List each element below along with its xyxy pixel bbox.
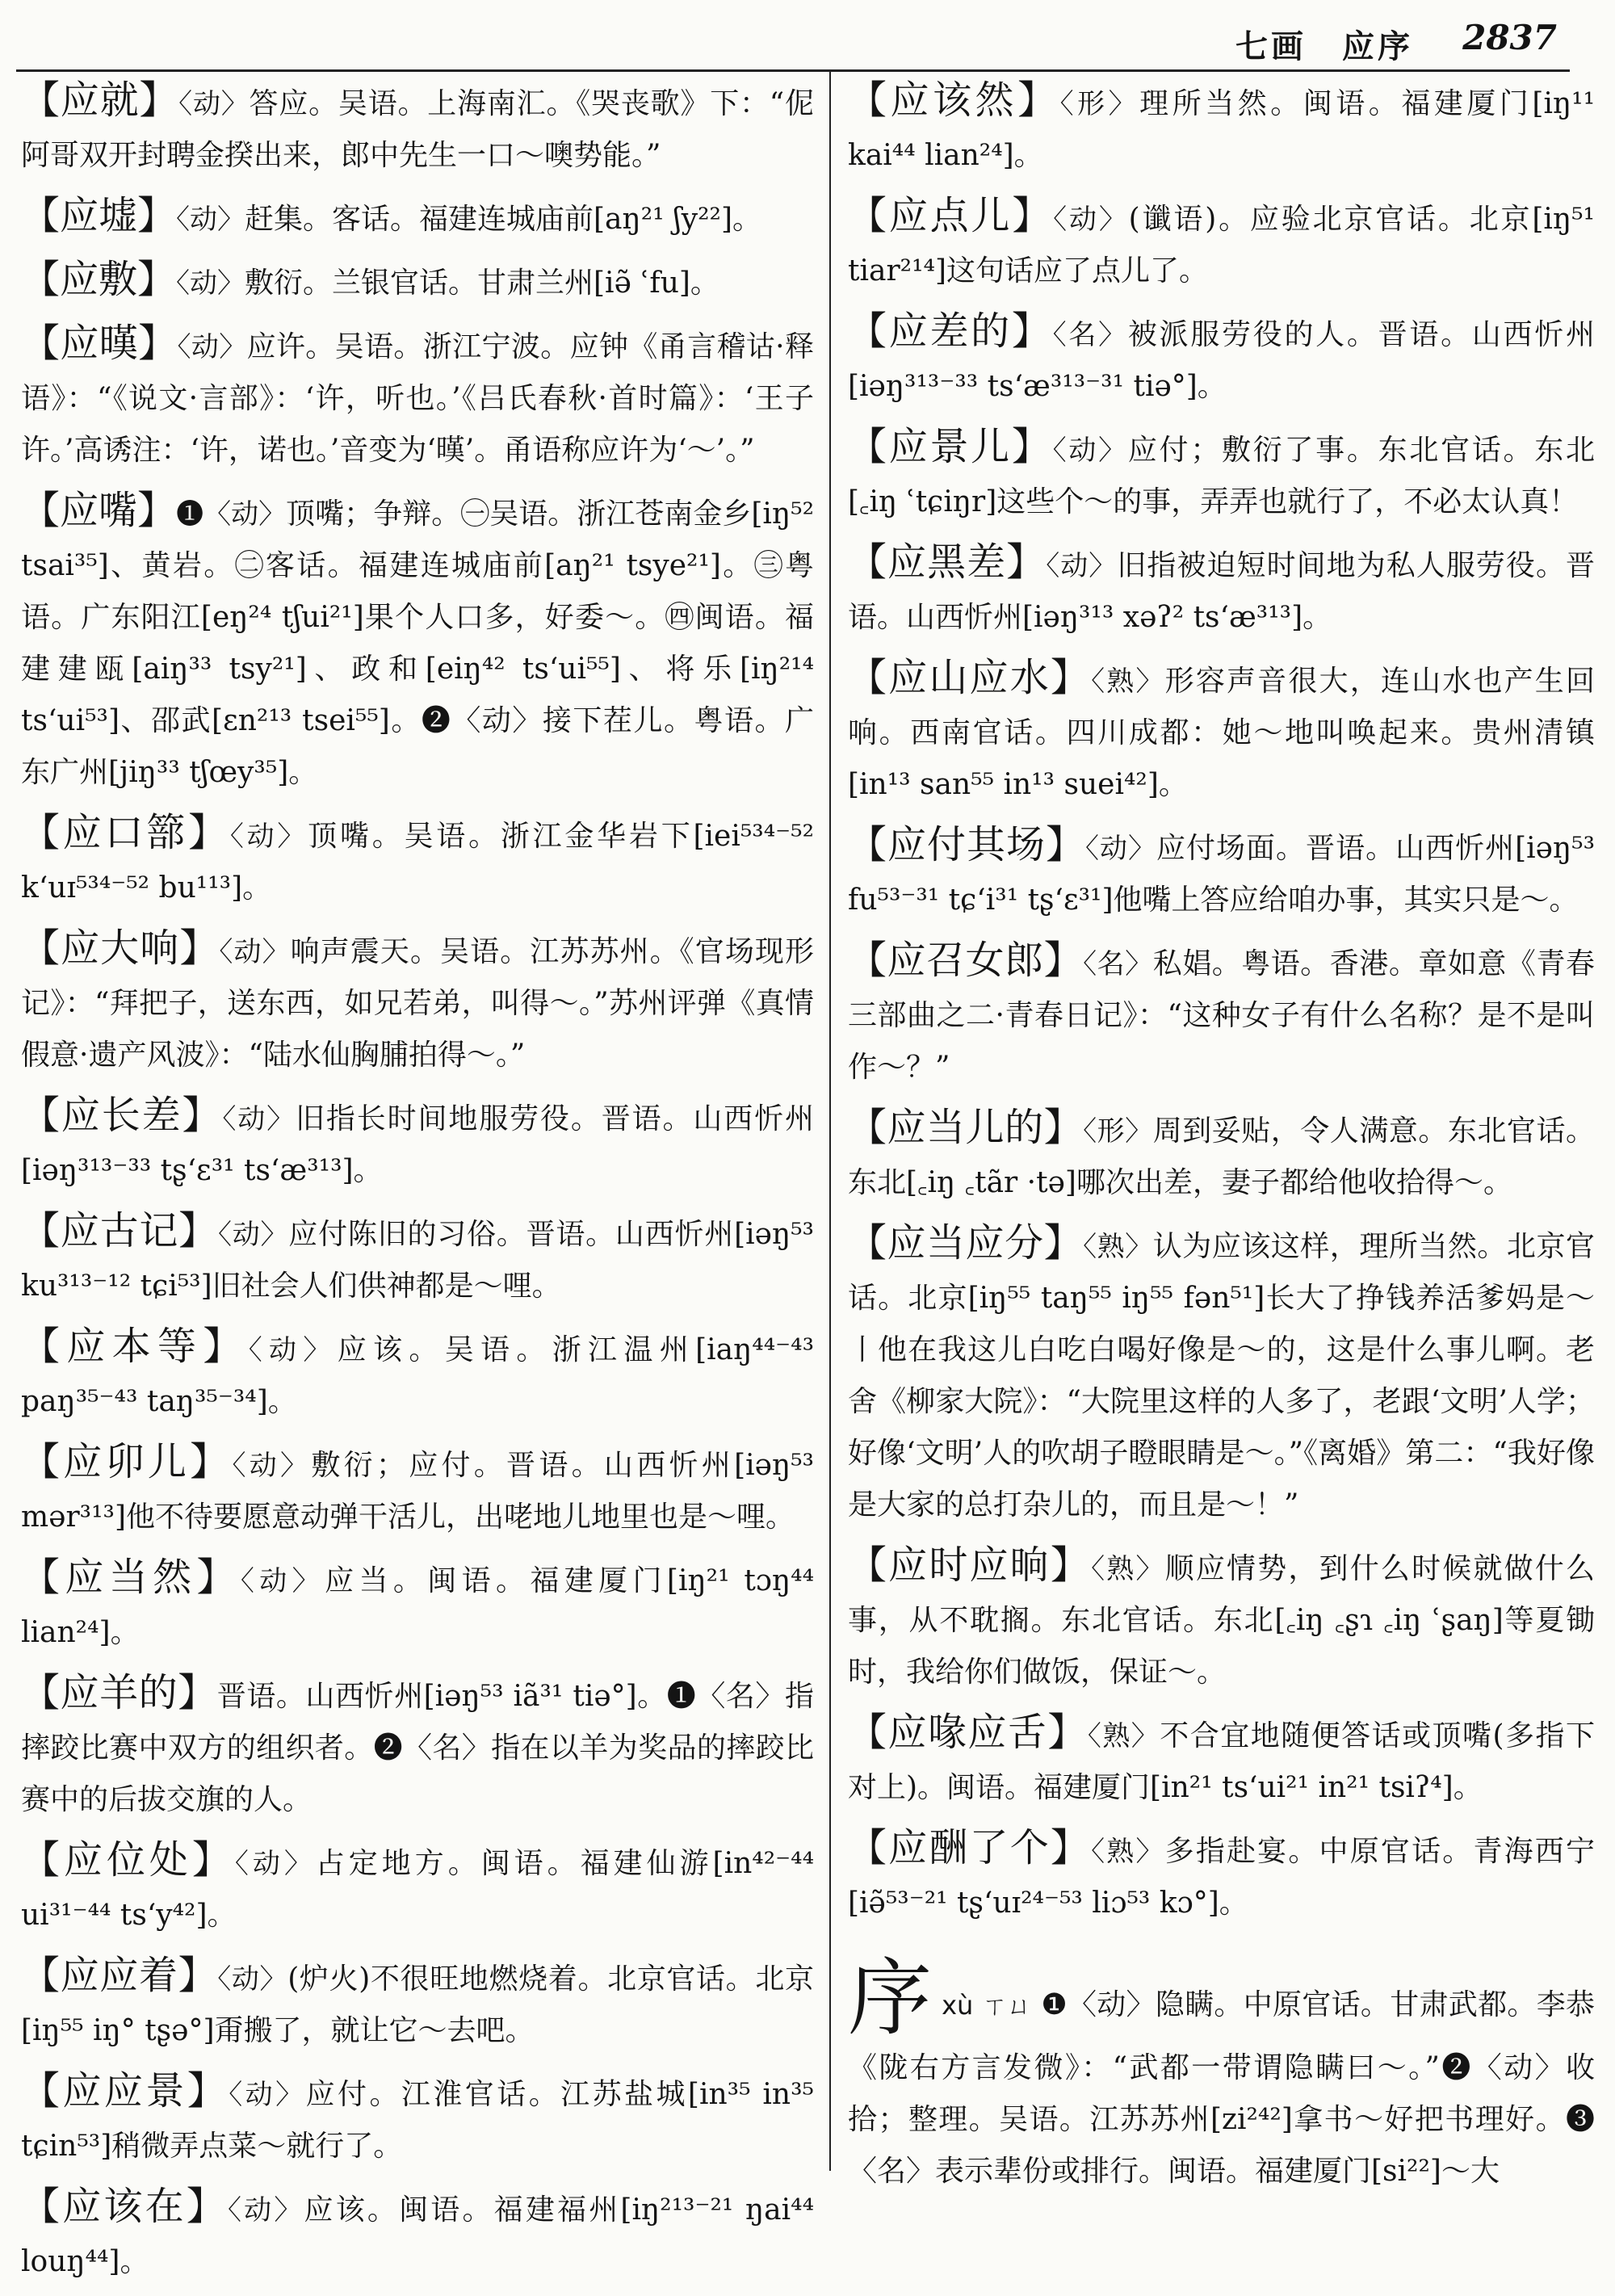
dictionary-entry: [848, 190, 1595, 297]
dictionary-entry: [848, 1217, 1595, 1531]
entry-definition: 周到妥贴，令人满意。东北官话。东北[꜀iŋ ꜀tãr ·tə]哪次出差，妻子都给他收拾得～。: [848, 1114, 1595, 1199]
entry-part-of-speech: 〈动〉: [234, 1848, 316, 1880]
entry-definition: 多指赴宴。中原官话。青海西宁[iə̃⁵³⁻²¹ tʂʻuɪ²⁴⁻⁵³ liɔ⁵³ kɔ°]。: [848, 1835, 1595, 1920]
entry-part-of-speech: 〈动〉: [1053, 204, 1129, 236]
entry-definition: 旧指长时间地服劳役。晋语。山西忻州[iəŋ³¹³⁻³³ tʂʻɛ³¹ tsʻæ³¹³]。: [21, 1102, 814, 1187]
entry-part-of-speech: 〈动〉: [240, 1565, 325, 1597]
entry-headword: 【应长差】: [21, 1093, 223, 1138]
entry-headword: 【应大响】: [21, 926, 220, 971]
dictionary-entry: [21, 254, 814, 309]
dictionary-entry: [848, 536, 1595, 644]
entry-definition: 赶集。客话。福建连城庙前[aŋ²¹ ʃy²²]。: [245, 203, 762, 236]
column-divider: [829, 71, 831, 2171]
entry-part-of-speech: 〈熟〉: [1091, 1553, 1165, 1585]
entry-part-of-speech: 〈动〉: [178, 88, 250, 120]
entry-definition: 不合宜地随便答话或顶嘴(多指下对上)。闽语。福建厦门[in²¹ tsʻui²¹ in²¹ tsiʔ⁴]。: [848, 1719, 1595, 1804]
dictionary-entry: [21, 1667, 814, 1826]
entry-definition: 应付；敷衍了事。东北官话。东北[꜀iŋ ʿtɕiŋr]这些个～的事，弄弄也就行了，不必太认真！: [848, 434, 1595, 518]
entry-headword: 【应羊的】: [21, 1670, 217, 1715]
entry-headword: 【应当应分】: [848, 1220, 1084, 1266]
entry-part-of-speech: 〈动〉: [248, 1334, 338, 1366]
entry-definition: 顺应情势，到什么时候就做什么事，从不耽搁。东北官话。东北[꜀iŋ ꜀ʂɿ ꜀iŋ ʿʂaŋ]等夏锄时，我给你们做饭，保证～。: [848, 1552, 1595, 1689]
dictionary-entry: [21, 1205, 814, 1312]
entry-headword: 【应该在】: [21, 2184, 228, 2229]
page-header: [0, 0, 1615, 71]
left-column: [21, 74, 814, 2296]
entry-part-of-speech: ❶〈动〉: [176, 498, 287, 531]
entry-headword: 【应位处】: [21, 1837, 235, 1883]
entry-part-of-speech: 〈动〉: [176, 204, 245, 236]
entry-headword: 【应应着】: [21, 1953, 218, 1998]
page-number: 2837: [1462, 18, 1557, 57]
entry-headword: 【应时应晌】: [848, 1543, 1092, 1588]
entry-definition: 应付。江淮官话。江苏盐城[in³⁵ in³⁵ tɕin⁵³]稍微弄点菜～就行了。: [21, 2078, 814, 2163]
entry-headword: 【应付其场】: [848, 822, 1086, 867]
dictionary-entry: [848, 1539, 1595, 1698]
entry-headword: 【应就】: [21, 78, 179, 123]
entry-definition: 顶嘴。吴语。浙江金华岩下[iei⁵³⁴⁻⁵² kʻuɪ⁵³⁴⁻⁵² bu¹¹³]。: [21, 820, 815, 905]
entry-definition: 被派服劳役的人。晋语。山西忻州[iəŋ³¹³⁻³³ tsʻæ³¹³⁻³¹ tiə°]。: [848, 318, 1595, 403]
dictionary-entry: [21, 485, 814, 799]
entry-definition: 应该。吴语。浙江温州[iaŋ⁴⁴⁻⁴³ paŋ³⁵⁻⁴³ taŋ³⁵⁻³⁴]。: [21, 1333, 814, 1418]
entry-definition: 旧指被迫短时间地为私人服劳役。晋语。山西忻州[iəŋ³¹³ xəʔ² tsʻæ³¹³]。: [848, 549, 1595, 634]
dictionary-entry: [848, 74, 1595, 182]
dictionary-entry: [21, 1436, 814, 1543]
entry-bopomofo: ㄒㄩ: [983, 1992, 1032, 2021]
entry-headword: 【应墟】: [21, 193, 177, 238]
entry-definition: 应当。闽语。福建厦门[iŋ²¹ tɔŋ⁴⁴ lian²⁴]。: [21, 1564, 815, 1649]
entry-pinyin: xù: [942, 1990, 974, 2021]
entry-headword: 【应卯儿】: [21, 1439, 233, 1484]
entry-definition: 敷衍。兰银官话。甘肃兰州[iə̃ ʿfu]。: [245, 267, 719, 300]
entry-part-of-speech: 〈动〉: [217, 1219, 289, 1251]
entry-headword: 【应嘴】: [21, 488, 177, 533]
entry-definition: (炉火)不很旺地燃烧着。北京官话。北京[iŋ⁵⁵ iŋ° tʂə°]甭搬了，就让它～去吧。: [21, 1962, 814, 2047]
entry-part-of-speech: 〈动〉: [1085, 833, 1157, 865]
dictionary-entry: [848, 934, 1595, 1093]
dictionary-entry: [848, 1102, 1595, 1209]
dictionary-entry: [21, 922, 814, 1081]
entry-definition: ❶〈动〉隐瞒。中原官话。甘肃武都。李恭《陇右方言发微》：“武都一带谓隐瞒曰～。”❷〈动〉收拾；整理。吴语。江苏苏州[zi²⁴²]拿书～好把书理好。❸〈名〉表示辈份或排行。闽语。福建厦门[si²²]～大: [848, 1988, 1595, 2188]
entry-headword: 【应敷】: [21, 257, 177, 302]
entry-part-of-speech: 〈动〉: [222, 1103, 296, 1135]
entry-definition: 敷衍；应付。晋语。山西忻州[iəŋ⁵³ mər³¹³]他不待要愿意动弹干活儿，出咾地儿地里也是～哩。: [21, 1449, 814, 1534]
entry-headword: 【应差的】: [848, 309, 1053, 354]
right-entries: [848, 74, 1595, 1929]
right-column: [848, 74, 1595, 2206]
entry-definition: 答应。吴语。上海南汇。《哭丧歌》下：“伲阿哥双开封聘金揆出来，郎中先生一口～噢势能。”: [21, 87, 814, 172]
entry-headword: 【应当然】: [21, 1555, 241, 1600]
entry-definition: 认为应该这样，理所当然。北京官话。北京[iŋ⁵⁵ taŋ⁵⁵ iŋ⁵⁵ fən⁵¹]长大了挣钱养活爹妈是～丨他在我这儿白吃白喝好像是～的，这是什么事儿啊。老舍《柳家大院》：“大院里这样的人多了，老跟‘文明’人学；好像‘文明’人的吹胡子瞪眼睛是～。”《离婚》第二：“我好像是大家的总打杂儿的，而且是～！”: [848, 1230, 1595, 1522]
dictionary-entry: [848, 1822, 1595, 1929]
section-title: 七画 应序: [1235, 27, 1413, 65]
entry-headword: 【应山应水】: [848, 655, 1092, 700]
entry-headword: 【应当儿的】: [848, 1105, 1084, 1150]
entry-part-of-speech: 〈形〉: [1059, 88, 1140, 120]
entry-headword: 【应景儿】: [848, 424, 1053, 469]
entry-headword: 【应应景】: [21, 2068, 229, 2113]
dictionary-entry-xu: [848, 1949, 1595, 2197]
entry-headword: 【应古记】: [21, 1208, 218, 1253]
entry-definition: 应许。吴语。浙江宁波。应钟《甬言稽诂·释语》：“《说文·言部》：‘许，听也。’《吕氏春秋·首时篇》：‘王子许。’高诱注：‘许，诺也。’音变为‘暵’。甬语称应许为‘～’。”: [21, 330, 814, 467]
entry-part-of-speech: 〈名〉: [1052, 319, 1128, 351]
entry-part-of-speech: 〈动〉: [229, 2079, 306, 2111]
dictionary-entry: [21, 807, 814, 914]
entry-definition: 晋语。山西忻州[iəŋ⁵³ iã³¹ tiə°]。❶〈名〉指摔跤比赛中双方的组织者。❷〈名〉指在以羊为奖品的摔跤比赛中的后拔交旗的人。: [21, 1680, 814, 1816]
header-rule: [16, 69, 1570, 72]
entry-headword: 【应点儿】: [848, 193, 1054, 238]
dictionary-entry: [21, 2065, 814, 2172]
entry-definition: 理所当然。闽语。福建厦门[iŋ¹¹ kai⁴⁴ lian²⁴]。: [848, 87, 1596, 172]
entry-definition: 形容声音很大，连山水也产生回响。西南官话。四川成都：她～地叫唤起来。贵州清镇[in¹³ san⁵⁵ in¹³ suei⁴²]。: [848, 665, 1595, 801]
dictionary-entry: [21, 190, 814, 246]
dictionary-entry: [21, 317, 814, 476]
entry-definition: 顶嘴；争辩。㊀吴语。浙江苍南金乡[iŋ⁵² tsai³⁵]、黄岩。㊁客话。福建连城庙前[aŋ²¹ tsye²¹]。㊂粤语。广东阳江[eŋ²⁴ tʃui²¹]果个人口多，好委～。㊃闽语。福建建瓯[aiŋ³³ tsy²¹]、政和[eiŋ⁴² tsʻui⁵⁵]、将乐[iŋ²¹⁴ tsʻui⁵³]、邵武[ɛn²¹³ tsei⁵⁵]。❷〈动〉接下茬儿。粤语。广东广州[jiŋ³³ tʃœy³⁵]。: [21, 497, 814, 789]
entry-headword: 【应召女郎】: [848, 938, 1084, 983]
dictionary-entry: [848, 305, 1595, 413]
dictionary-entry: [21, 74, 814, 182]
entry-headword: 【应暵】: [21, 321, 178, 366]
dictionary-entry: [848, 421, 1595, 528]
entry-part-of-speech: 〈动〉: [176, 267, 245, 300]
entry-part-of-speech: 〈动〉: [219, 936, 291, 968]
entry-definition: 占定地方。闽语。福建仙游[in⁴²⁻⁴⁴ ui³¹⁻⁴⁴ tsʻy⁴²]。: [21, 1847, 815, 1932]
dictionary-entry: [21, 1551, 814, 1659]
entry-part-of-speech: 〈熟〉: [1087, 1720, 1160, 1752]
entry-headword: 【应黑差】: [848, 539, 1047, 585]
entry-part-of-speech: 〈动〉: [1046, 550, 1118, 582]
dictionary-entry: [848, 819, 1595, 926]
entry-part-of-speech: 〈动〉: [232, 1450, 312, 1482]
entry-part-of-speech: 〈熟〉: [1091, 665, 1165, 698]
entry-headword: 【应本等】: [21, 1324, 249, 1369]
dictionary-entry: [21, 2181, 814, 2288]
entry-part-of-speech: 〈名〉: [1083, 948, 1153, 980]
entry-definition: 响声震天。吴语。江苏苏州。《官场现形记》：“拜把子，送东西，如兄若弟，叫得～。”苏州评弹《真情假意·遗产风波》：“陆水仙胸脯拍得～。”: [21, 935, 814, 1072]
entry-headword: 【应该然】: [848, 78, 1060, 123]
dictionary-entry: [848, 1706, 1595, 1814]
entry-headword: 【应喙应舌】: [848, 1710, 1088, 1755]
dictionary-entry: [21, 1320, 814, 1428]
dictionary-entry: [848, 652, 1595, 811]
entry-part-of-speech: 〈动〉: [217, 1963, 288, 1996]
dictionary-entry: [21, 1089, 814, 1197]
entry-definition: 私娼。粤语。香港。章如意《青春三部曲之二·青春日记》：“这种女子有什么名称？是不是叫作～？”: [848, 947, 1595, 1084]
entry-part-of-speech: 〈动〉: [227, 2194, 304, 2227]
dictionary-entry: [21, 1950, 814, 2057]
entry-part-of-speech: 〈形〉: [1083, 1115, 1153, 1148]
entry-headword: 【应酬了个】: [848, 1825, 1092, 1870]
entry-headword: 【应口篰】: [21, 810, 230, 855]
entry-part-of-speech: 〈熟〉: [1091, 1836, 1165, 1868]
entry-part-of-speech: 〈熟〉: [1083, 1231, 1153, 1263]
entry-character: 序: [848, 1949, 933, 2047]
entry-part-of-speech: 〈动〉: [229, 821, 308, 853]
entry-part-of-speech: 〈动〉: [1052, 434, 1128, 467]
entry-definition: 应付陈旧的习俗。晋语。山西忻州[iəŋ⁵³ ku³¹³⁻¹² tɕi⁵³]旧社会人们供神都是～哩。: [21, 1218, 814, 1303]
entry-part-of-speech: 〈动〉: [177, 331, 247, 363]
entry-definition: 应该。闽语。福建福州[iŋ²¹³⁻²¹ ŋai⁴⁴ louŋ⁴⁴]。: [21, 2193, 814, 2278]
dictionary-entry: [21, 1834, 814, 1941]
entry-definition: (谶语)。应验北京官话。北京[iŋ⁵¹ tiar²¹⁴]这句话应了点儿了。: [848, 203, 1595, 288]
entry-definition: 应付场面。晋语。山西忻州[iəŋ⁵³ fu⁵³⁻³¹ tɕʻi³¹ tʂʻɛ³¹]他嘴上答应给咱办事，其实只是～。: [848, 832, 1595, 917]
